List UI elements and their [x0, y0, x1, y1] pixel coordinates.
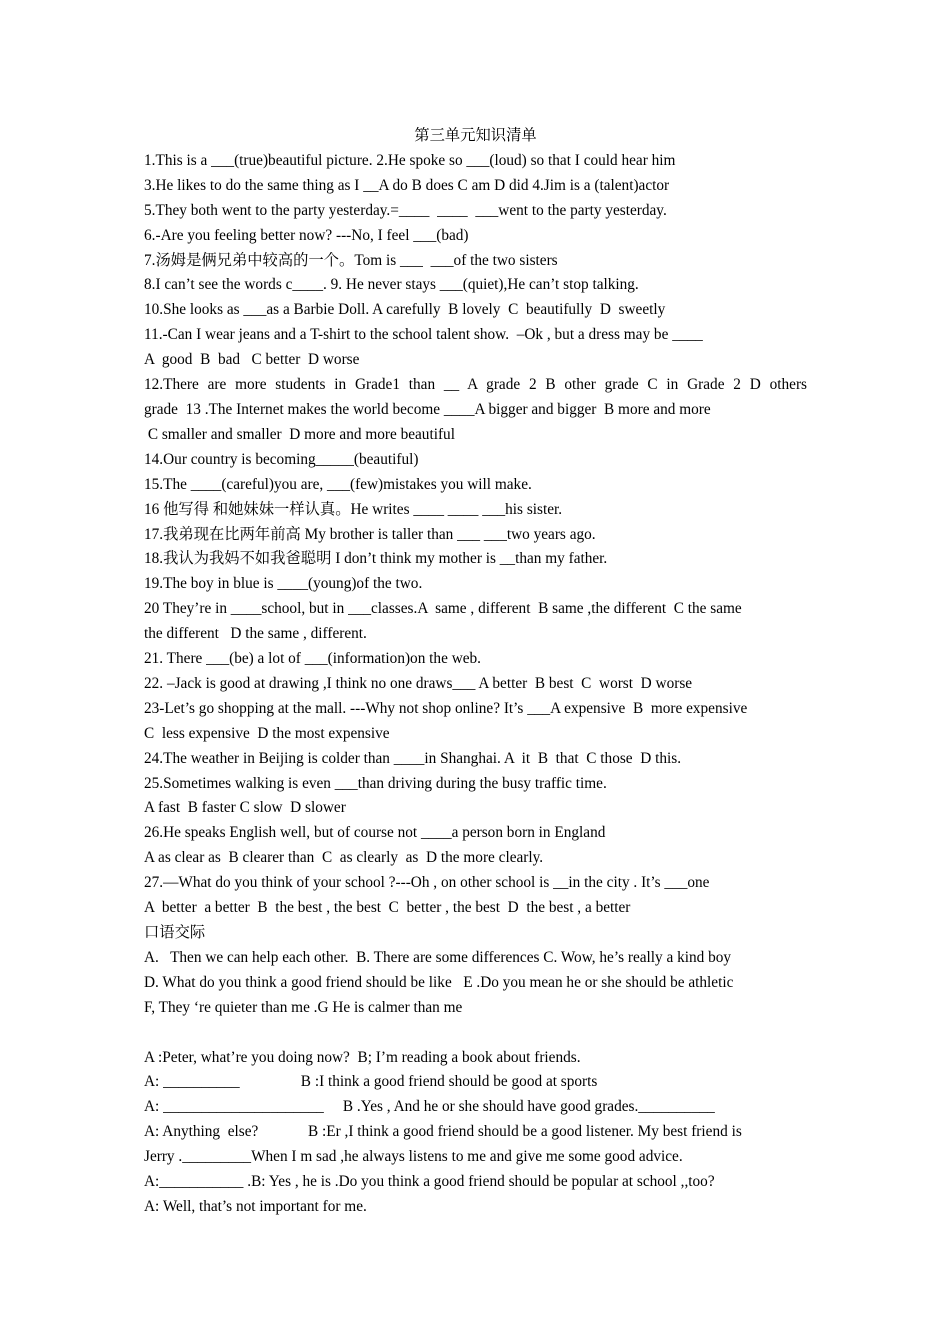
- text-line-10: 12.There are more students in Grade1 than __ A grade 2 B other grade C in Grade 2 D others: [144, 376, 807, 394]
- text-line-25: 24.The weather in Beijing is colder than ____in Shanghai. A it B that C those D this.: [144, 749, 682, 767]
- blank-line: [144, 1021, 807, 1046]
- text-line-26: 25.Sometimes walking is even ___than driving during the busy traffic time.: [144, 774, 607, 792]
- text-line-34: D. What do you think a good friend should be like E .Do you mean he or she should be athletic: [144, 973, 734, 991]
- text-line-15: 16 他写得 和她妹妹一样认真。He writes ____ ____ ___his sister.: [144, 500, 563, 518]
- dialogue-line-1: A :Peter, what’re you doing now? B; I’m reading a book about friends.: [144, 1048, 581, 1066]
- dialogue-line-2: A: __________ B :I think a good friend should be good at sports: [144, 1073, 598, 1091]
- text-line-17: 18.我认为我妈不如我爸聪明 I don’t think my mother is __than my father.: [144, 550, 608, 568]
- text-line-6: 8.I can’t see the words c____. 9. He never stays ___(quiet),He can’t stop talking.: [144, 276, 639, 294]
- section-heading-oral-communication: 口语交际: [144, 924, 206, 941]
- text-line-11: grade 13 .The Internet makes the world become ____A bigger and bigger B more and more: [144, 400, 711, 418]
- dialogue-line-6: A:___________ .B: Yes , he is .Do you think a good friend should be popular at school ,,too?: [144, 1173, 715, 1191]
- text-line-29: A as clear as B clearer than C as clearly as D the more clearly.: [144, 849, 544, 867]
- text-line-28: 26.He speaks English well, but of course not ____a person born in England: [144, 824, 606, 842]
- text-line-1: 1.This is a ___(true)beautiful picture. 2.He spoke so ___(loud) so that I could hear him: [144, 151, 676, 169]
- text-line-21: 21. There ___(be) a lot of ___(information)on the web.: [144, 650, 482, 668]
- text-line-22: 22. –Jack is good at drawing ,I think no one draws___ A better B best C worst D worse: [144, 674, 693, 692]
- document-content: [144, 124, 807, 1220]
- text-line-30: 27.—What do you think of your school ?---Oh , on other school is __in the city . It’s ___one: [144, 874, 710, 892]
- text-line-13: 14.Our country is becoming_____(beautiful): [144, 450, 419, 468]
- text-line-7: 10.She looks as ___as a Barbie Doll. A carefully B lovely C beautifully D sweetly: [144, 301, 666, 319]
- text-line-33: A. Then we can help each other. B. There are some differences C. Wow, he’s really a kind boy: [144, 948, 732, 966]
- text-line-9: A good B bad C better D worse: [144, 351, 360, 369]
- text-line-27: A fast B faster C slow D slower: [144, 799, 346, 817]
- dialogue-line-7: A: Well, that’s not important for me.: [144, 1197, 367, 1215]
- text-line-5: 7.汤姆是俩兄弟中较高的一个。Tom is ___ ___of the two sisters: [144, 251, 558, 269]
- text-line-23: 23-Let’s go shopping at the mall. ---Why not shop online? It’s ___A expensive B more expensive: [144, 699, 748, 717]
- text-line-31: A better a better B the best , the best C better , the best D the best , a better: [144, 899, 631, 917]
- dialogue-line-5: Jerry ._________When I m sad ,he always listens to me and give me some good advice.: [144, 1148, 683, 1166]
- text-line-18: 19.The boy in blue is ____(young)of the two.: [144, 575, 423, 593]
- text-line-16: 17.我弟现在比两年前高 My brother is taller than ___ ___two years ago.: [144, 525, 596, 543]
- text-line-4: 6.-Are you feeling better now? ---No, I feel ___(bad): [144, 226, 469, 244]
- text-line-35: F, They ‘re quieter than me .G He is calmer than me: [144, 998, 463, 1016]
- text-line-20: the different D the same , different.: [144, 625, 367, 643]
- text-line-19: 20 They’re in ____school, but in ___classes.A same , different B same ,the different C the same: [144, 600, 742, 618]
- dialogue-line-4: A: Anything else? B :Er ,I think a good friend should be a good listener. My best friend is: [144, 1123, 742, 1141]
- text-line-8: 11.-Can I wear jeans and a T-shirt to the school talent show. –Ok , but a dress may be ____: [144, 326, 703, 344]
- text-line-24: C less expensive D the most expensive: [144, 724, 390, 742]
- text-line-2: 3.He likes to do the same thing as I __A do B does C am D did 4.Jim is a (talent)actor: [144, 176, 670, 194]
- document-title: 第三单元知识清单: [414, 127, 537, 144]
- text-line-12: C smaller and smaller D more and more beautiful: [144, 425, 455, 443]
- dialogue-line-3: A: _____________________ B .Yes , And he or she should have good grades.__________: [144, 1098, 715, 1116]
- text-line-14: 15.The ____(careful)you are, ___(few)mistakes you will make.: [144, 475, 532, 493]
- text-line-3: 5.They both went to the party yesterday.=____ ____ ___went to the party yesterday.: [144, 201, 667, 219]
